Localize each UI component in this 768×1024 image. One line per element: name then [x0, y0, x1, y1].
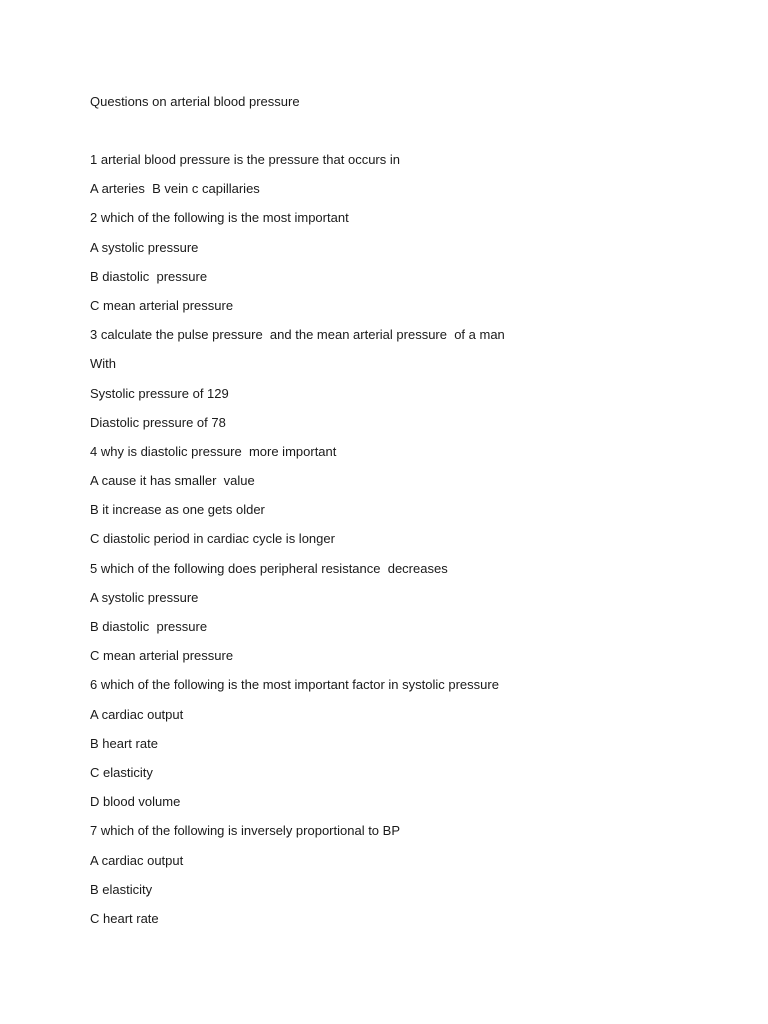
text-line: A cardiac output: [90, 706, 184, 722]
text-line: A cause it has smaller value: [90, 473, 255, 489]
question-list: [90, 150, 710, 938]
text-line: 4 why is diastolic pressure more important: [90, 443, 337, 459]
text-line: C heart rate: [90, 910, 159, 926]
text-line: 6 which of the following is the most important factor in systolic pressure: [90, 677, 499, 693]
text-line: D blood volume: [90, 794, 181, 810]
text-line: With: [90, 356, 116, 372]
document-body: [90, 92, 710, 938]
text-line: A cardiac output: [90, 852, 184, 868]
document-title: Questions on arterial blood pressure: [90, 94, 300, 109]
text-line: A systolic pressure: [90, 589, 199, 605]
text-line: C elasticity: [90, 764, 153, 780]
text-line: B diastolic pressure: [90, 619, 208, 634]
text-line: 3 calculate the pulse pressure and the mean arterial pressure of a man: [90, 327, 505, 343]
text-line: Systolic pressure of 129: [90, 385, 229, 401]
text-line: Diastolic pressure of 78: [90, 414, 226, 430]
text-line: B it increase as one gets older: [90, 502, 265, 518]
text-line: A arteries B vein c capillaries: [90, 181, 260, 197]
text-line: 7 which of the following is inversely proportional to BP: [90, 823, 400, 839]
text-line: B elasticity: [90, 881, 153, 897]
text-line: A systolic pressure: [90, 239, 199, 255]
text-line: B heart rate: [90, 735, 158, 751]
text-line: 1 arterial blood pressure is the pressure that occurs in: [90, 152, 400, 167]
text-line: B diastolic pressure: [90, 268, 208, 284]
text-line: 5 which of the following does peripheral resistance decreases: [90, 560, 448, 576]
text-line: C mean arterial pressure: [90, 648, 234, 664]
text-line: C diastolic period in cardiac cycle is longer: [90, 531, 335, 547]
text-line: 2 which of the following is the most important: [90, 210, 349, 226]
text-line: C mean arterial pressure: [90, 297, 234, 313]
